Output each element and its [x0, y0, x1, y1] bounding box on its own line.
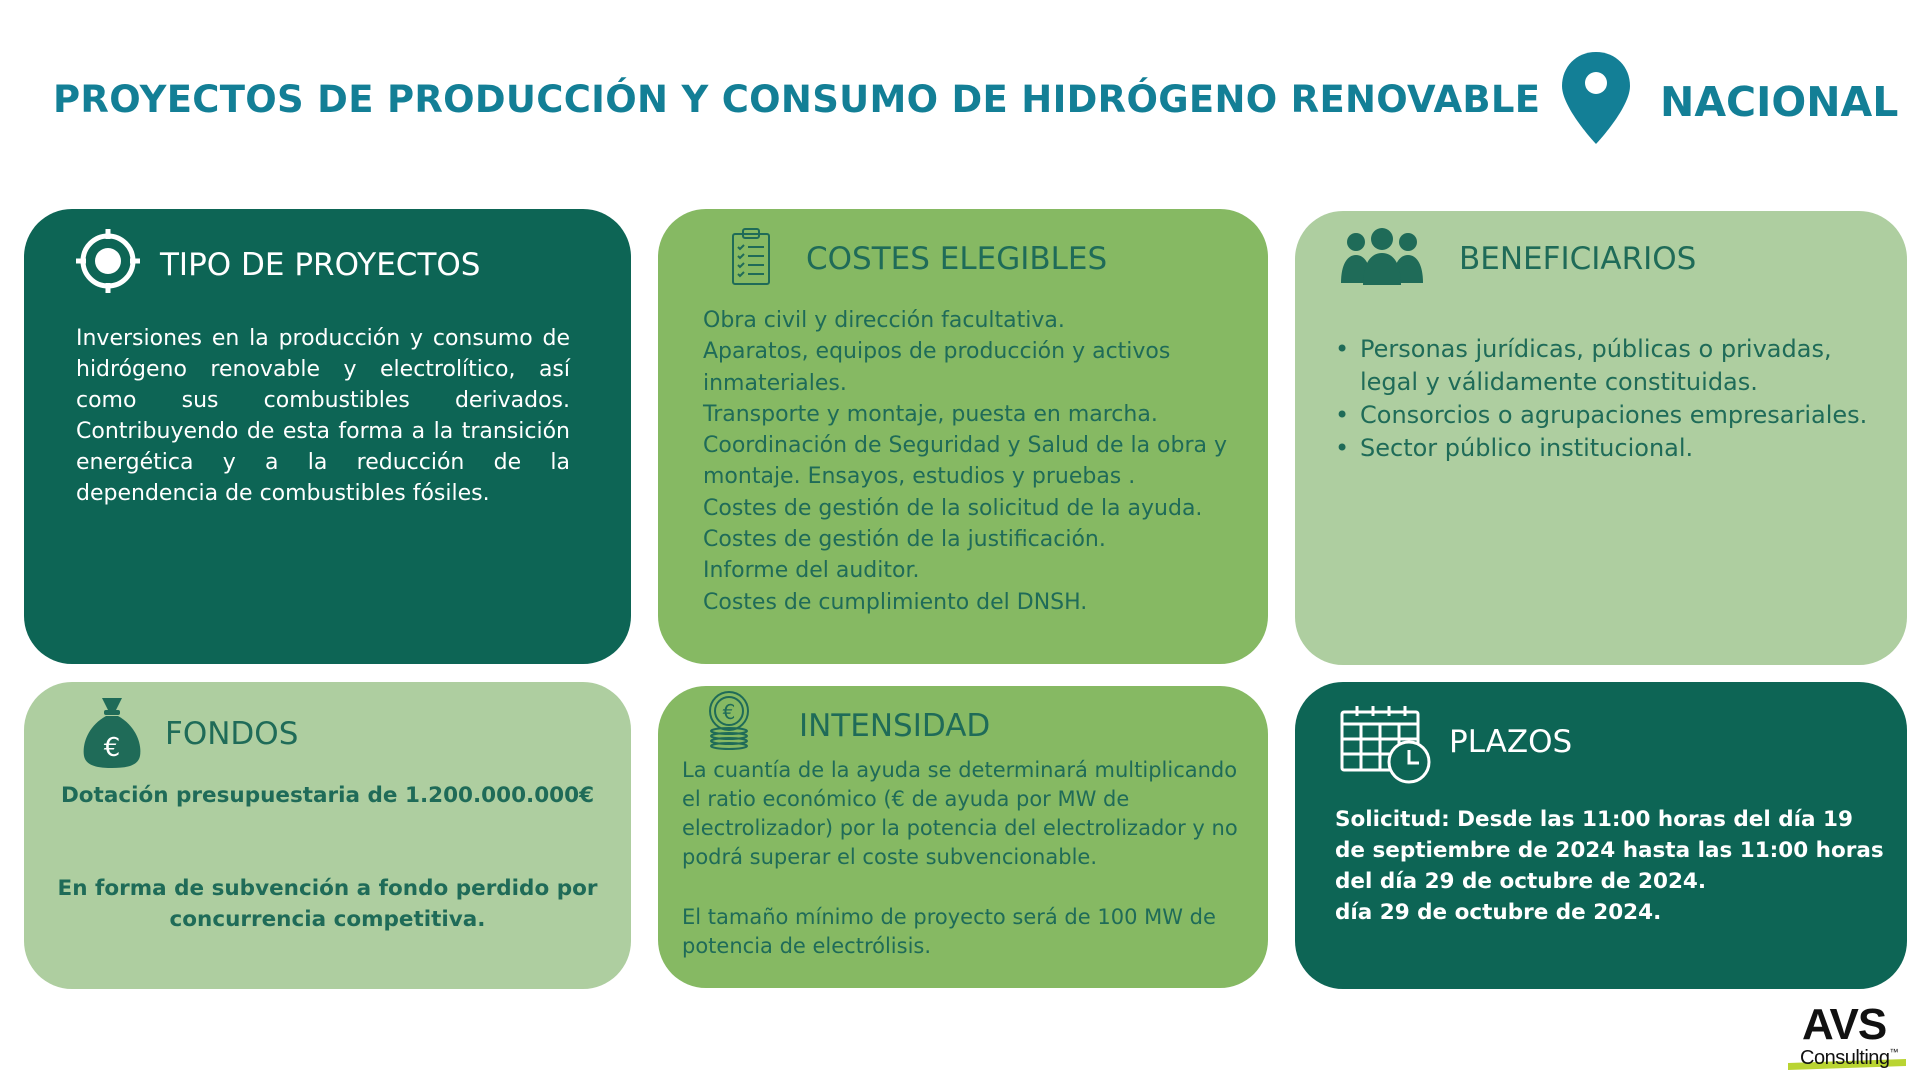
fondos-dotacion: Dotación presupuestaria de 1.200.000.000€: [60, 783, 595, 808]
tipo-proyectos-title: TIPO DE PROYECTOS: [160, 247, 481, 283]
intensidad-card: [658, 686, 1268, 988]
list-item: Costes de gestión de la justificación.: [703, 527, 1106, 553]
fondos-forma: En forma de subvención a fondo perdido por concurrencia competitiva.: [57, 876, 598, 932]
avs-consulting-logo: [1786, 1000, 1911, 1074]
beneficiarios-list: [1335, 333, 1875, 465]
clipboard-checklist-icon: [730, 227, 772, 287]
costes-elegibles-title: COSTES ELEGIBLES: [806, 241, 1108, 277]
list-item: Costes de gestión de la solicitud de la ayuda.: [703, 495, 1203, 521]
costes-list: [703, 305, 1258, 618]
plazos-text: [1335, 804, 1890, 928]
list-item: • Consorcios o agrupaciones empresariales.: [1335, 399, 1875, 432]
costes-elegibles-card: [658, 209, 1268, 664]
list-item: Costes de cumplimiento del DNSH.: [703, 589, 1088, 615]
list-item: • Personas jurídicas, públicas o privadas, legal y válidamente constituidas.: [1335, 333, 1875, 399]
target-icon: [74, 227, 142, 295]
plazos-title: PLAZOS: [1449, 724, 1573, 760]
location-pin-icon: [1560, 50, 1632, 146]
list-item: Coordinación de Seguridad y Salud de la obra y montaje. Ensayos, estudios y pruebas .: [703, 433, 1228, 490]
calendar-clock-icon: [1339, 702, 1431, 784]
euro-coins-icon: [704, 690, 758, 750]
list-item: • Sector público institucional.: [1335, 432, 1875, 465]
plazos-text-line-2: día 29 de octubre de 2024.: [1335, 900, 1662, 925]
region-label: NACIONAL: [1660, 78, 1899, 126]
plazos-text-line-1: Solicitud: Desde las 11:00 horas del día 19 de septiembre de 2024 hasta las 11:00 horas del día 29 de octubre de 2024.: [1335, 807, 1884, 894]
intensidad-text-1: La cuantía de la ayuda se determinará multiplicando el ratio económico (€ de ayuda por MW de electrolizador) por la potencia del electrolizador y no podrá superar el coste subvencionable.: [682, 758, 1238, 869]
list-item: Transporte y montaje, puesta en marcha.: [703, 401, 1158, 427]
intensidad-text-2: El tamaño mínimo de proyecto será de 100 MW de potencia de electrólisis.: [682, 905, 1216, 958]
tipo-proyectos-text: Inversiones en la producción y consumo de hidrógeno renovable y electrolítico, así como sus combustibles derivados. Contribuyendo de esta forma a la transición energética y a la reducción de la dependencia de combustibles fósiles.: [76, 326, 570, 506]
list-item: Obra civil y dirección facultativa.: [703, 308, 1065, 333]
plazos-card: [1295, 682, 1907, 989]
logo-sub: Consulting™: [1800, 1047, 1899, 1069]
money-bag-euro-icon: [80, 694, 144, 770]
beneficiarios-card: [1295, 211, 1907, 665]
group-people-icon: [1339, 227, 1425, 285]
list-item: Informe del auditor.: [703, 558, 920, 584]
fondos-card: [24, 682, 631, 989]
svg-text:€: €: [722, 700, 736, 724]
intensidad-title: INTENSIDAD: [799, 708, 991, 744]
beneficiarios-title: BENEFICIARIOS: [1459, 241, 1697, 277]
fondos-title: FONDOS: [165, 716, 299, 752]
page-title: PROYECTOS DE PRODUCCIÓN Y CONSUMO DE HIDRÓGENO RENOVABLE: [53, 78, 1541, 121]
logo-brand: AVS: [1802, 1000, 1887, 1049]
tipo-proyectos-card: [24, 209, 631, 664]
svg-text:€: €: [103, 733, 121, 763]
list-item: Aparatos, equipos de producción y activos inmateriales.: [703, 339, 1171, 396]
